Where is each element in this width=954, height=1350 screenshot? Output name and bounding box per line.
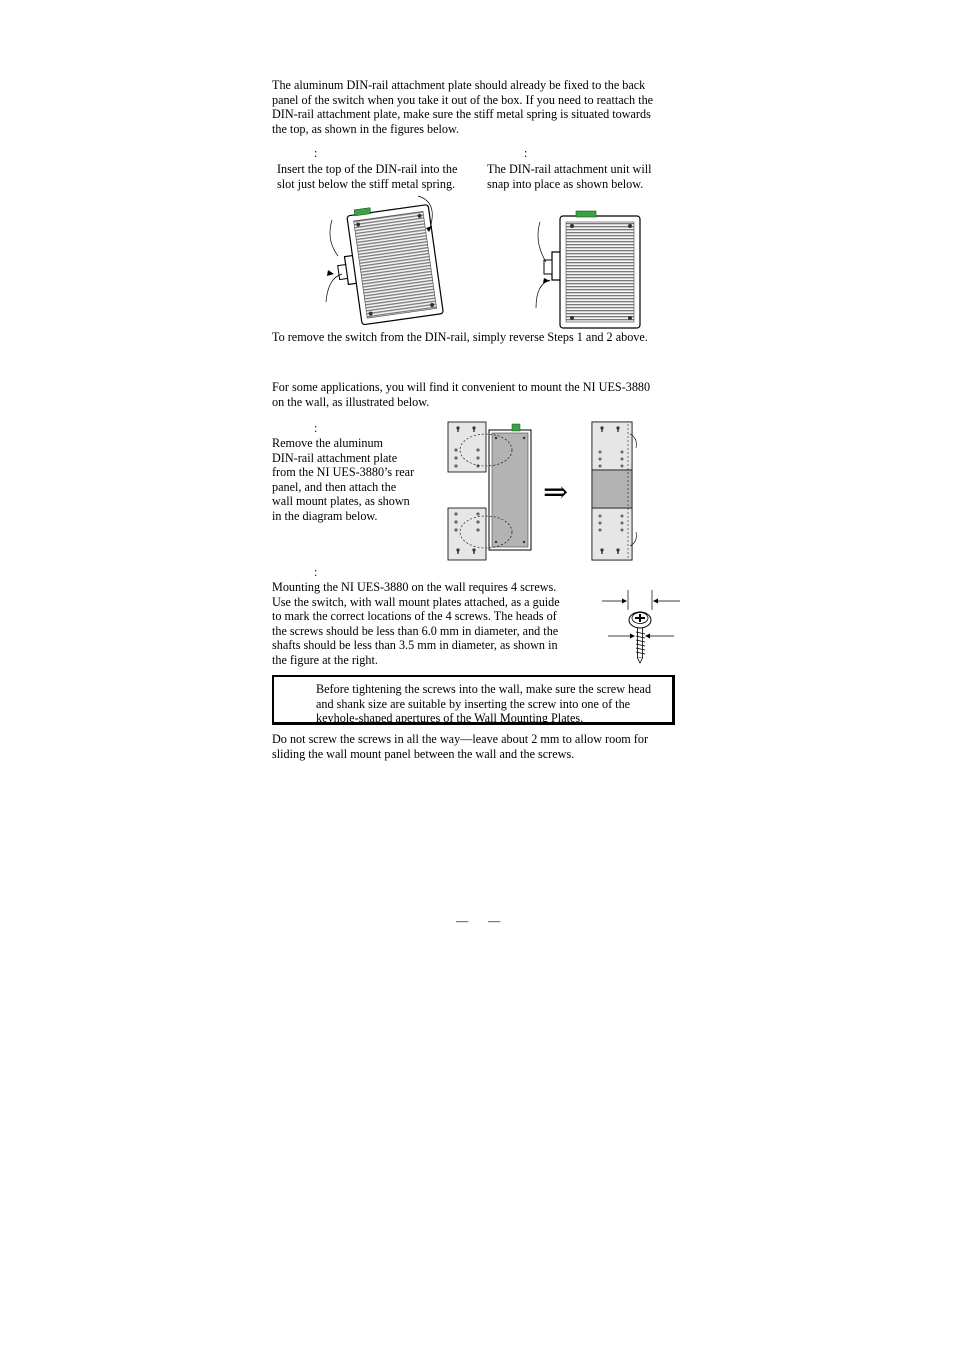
remove-instruction: To remove the switch from the DIN-rail, simply reverse Steps 1 and 2 above. <box>272 330 648 344</box>
wall-step1-line: wall mount plates, as shown <box>272 494 410 509</box>
right-arrow-icon: ⇒ <box>543 476 569 509</box>
step2-colon: : <box>524 146 528 160</box>
wall-step2-text <box>272 580 582 668</box>
wall-step2-line: shafts should be less than 3.5 mm in diameter, as shown in <box>272 638 558 653</box>
note-box <box>272 675 675 725</box>
page-mark-right: — <box>488 914 501 928</box>
final-paragraph <box>272 732 692 761</box>
step2-line: snap into place as shown below. <box>487 176 644 191</box>
intro-line: panel of the switch when you take it out of the box. If you need to reattach the <box>272 92 654 107</box>
wall-mount-assembled-figure <box>588 420 648 562</box>
din-rail-attached-figure <box>530 208 650 332</box>
step2-line: The DIN-rail attachment unit will <box>487 162 652 176</box>
intro-line: DIN-rail attachment plate, make sure the stiff metal spring is situated towards <box>272 107 651 122</box>
din-rail-tilted-figure <box>318 192 448 332</box>
note-line: Before tightening the screws into the wall, make sure the screw head <box>316 682 652 696</box>
wall-step1-line: DIN-rail attachment plate <box>272 450 398 465</box>
wall-step2-line: to mark the correct locations of the 4 screws. The heads of <box>272 609 557 624</box>
final-line: sliding the wall mount panel between the wall and the screws. <box>272 746 575 761</box>
step1-line: Insert the top of the DIN-rail into the <box>277 162 458 176</box>
screw-icon <box>600 588 682 664</box>
wall-step2-colon: : <box>314 565 318 579</box>
din-step1-text <box>277 162 477 191</box>
intro-paragraph <box>272 78 692 136</box>
wall-step1-line: Remove the aluminum <box>272 436 384 450</box>
wall-intro-line: For some applications, you will find it convenient to mount the NI UES-3880 <box>272 380 651 394</box>
wall-intro <box>272 380 692 409</box>
wall-step1-colon: : <box>314 421 318 435</box>
note-text <box>316 682 676 726</box>
wall-mount-plates-figure <box>446 420 536 562</box>
wall-step2-line: Use the switch, with wall mount plates attached, as a guide <box>272 594 560 609</box>
wall-step1-line: in the diagram below. <box>272 508 378 523</box>
din-step2-text <box>487 162 687 191</box>
final-line: Do not screw the screws in all the way—leave about 2 mm to allow room for <box>272 732 649 746</box>
wall-step2-line: Mounting the NI UES-3880 on the wall requires 4 screws. <box>272 580 557 594</box>
wall-step1-text <box>272 436 442 524</box>
wall-step1-line: from the NI UES-3880’s rear <box>272 465 415 480</box>
step1-colon: : <box>314 146 318 160</box>
page-mark-left: — <box>456 914 469 928</box>
wall-step1-line: panel, and then attach the <box>272 479 397 494</box>
intro-line: the top, as shown in the figures below. <box>272 121 460 136</box>
note-line: keyhole-shaped apertures of the Wall Mounting Plates. <box>316 711 584 726</box>
note-line: and shank size are suitable by inserting the screw into one of the <box>316 696 631 711</box>
wall-intro-line: on the wall, as illustrated below. <box>272 394 430 409</box>
wall-step2-line: the screws should be less than 6.0 mm in diameter, and the <box>272 623 559 638</box>
intro-line: The aluminum DIN-rail attachment plate should already be fixed to the back <box>272 78 646 92</box>
step1-line: slot just below the stiff metal spring. <box>277 176 456 191</box>
wall-step2-line: the figure at the right. <box>272 652 378 667</box>
